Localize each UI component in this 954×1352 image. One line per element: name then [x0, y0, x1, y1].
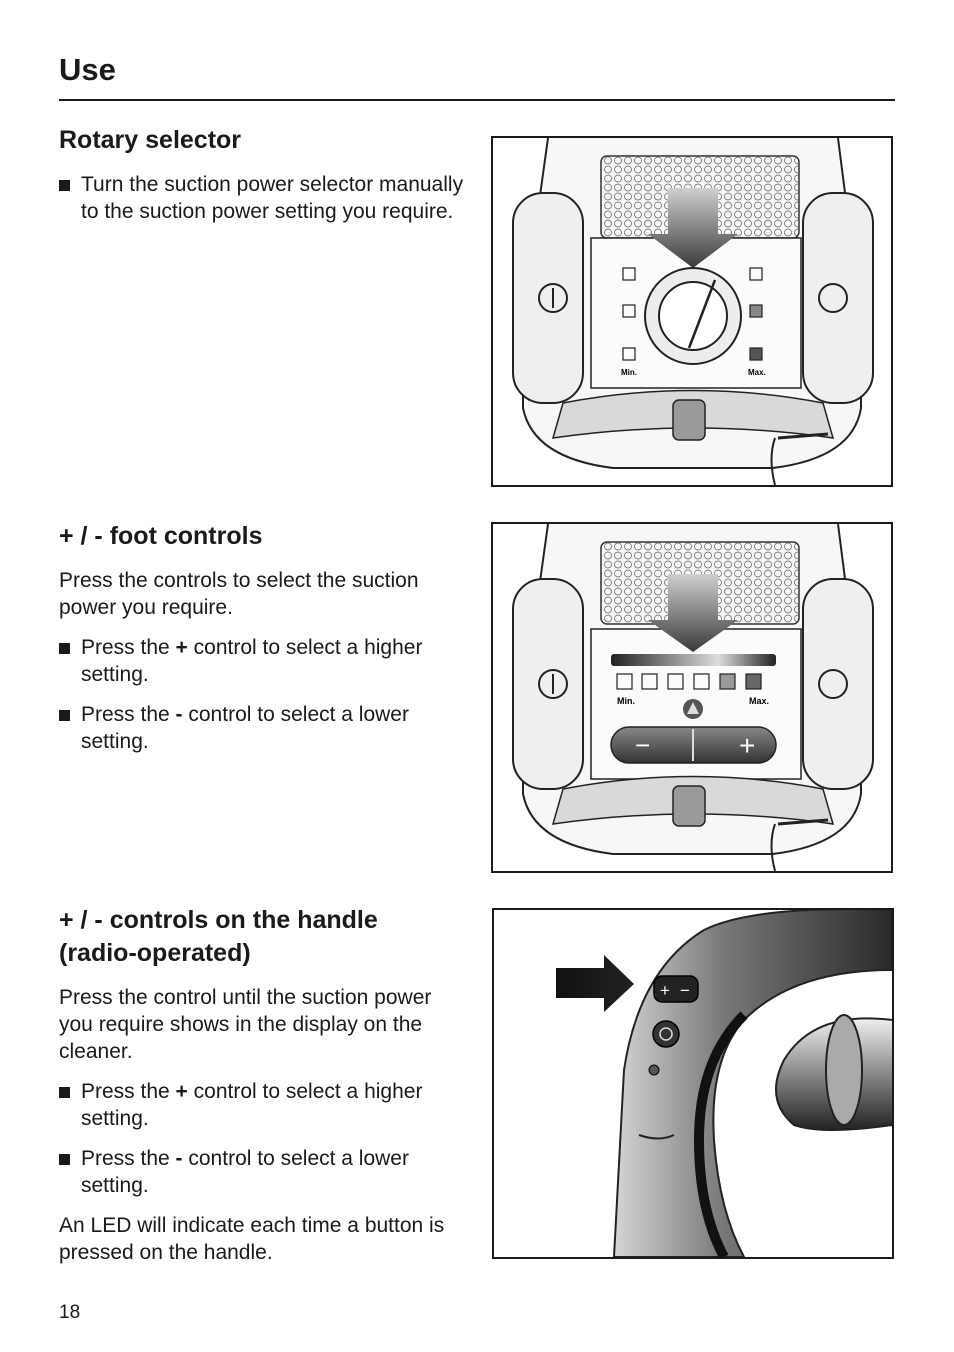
bullet-text-post: control to select a lower setting. — [81, 703, 409, 753]
max-label: Max. — [749, 696, 770, 706]
max-label: Max. — [748, 368, 766, 377]
bullet-text-post: control to select a higher setting. — [81, 636, 423, 686]
bullet-text-pre: Press the — [81, 703, 176, 726]
min-label: Min. — [621, 368, 637, 377]
vacuum-top-display-illustration — [493, 524, 891, 871]
handle-controls-figure — [492, 908, 894, 1259]
bullet-item — [59, 634, 469, 688]
bullet-item — [59, 1145, 469, 1199]
bullet-item — [59, 171, 469, 225]
bullet-square-icon — [59, 710, 70, 721]
section-foot-controls — [59, 520, 469, 768]
section-heading: + / - foot controls — [59, 522, 263, 550]
bullet-item — [59, 701, 469, 755]
handle-power-button-icon — [653, 1021, 679, 1047]
minus-button-label: − — [635, 730, 651, 760]
minus-symbol: - — [175, 703, 183, 726]
bullet-text-pre: Press the — [81, 636, 176, 659]
page-number: 18 — [59, 1302, 81, 1323]
bullet-item — [59, 1078, 469, 1132]
page-title: Use — [59, 52, 116, 87]
section-heading — [59, 904, 469, 970]
heading-line: + / - controls on the handle — [59, 906, 378, 934]
section-rotary-selector — [59, 124, 469, 238]
rotary-selector-figure — [491, 136, 893, 487]
section-handle-controls — [59, 904, 469, 1279]
bullet-text: Turn the suction power selector manually to the suction power setting you require. — [81, 173, 464, 223]
foot-controls-figure — [491, 522, 893, 873]
led-indicator-icon — [649, 1065, 659, 1075]
title-divider — [59, 99, 895, 101]
section-intro: Press the control until the suction power you require shows in the display on the cleaner. — [59, 986, 432, 1063]
plus-button-label: + — [739, 730, 756, 761]
suction-level-bar — [611, 654, 776, 666]
bullet-square-icon — [59, 180, 70, 191]
plus-symbol: + — [175, 1080, 188, 1103]
bullet-square-icon — [59, 1087, 70, 1098]
vacuum-top-illustration — [493, 138, 891, 485]
section-intro: Press the controls to select the suction power you require. — [59, 569, 419, 619]
handle-plus-label: + — [660, 981, 670, 1000]
bullet-square-icon — [59, 643, 70, 654]
bullet-text-pre: Press the — [81, 1147, 176, 1170]
section-outro: An LED will indicate each time a button is pressed on the handle. — [59, 1214, 445, 1264]
heading-line: (radio-operated) — [59, 939, 251, 967]
handle-illustration — [494, 910, 892, 1257]
bullet-text-post: control to select a higher setting. — [81, 1080, 423, 1130]
bullet-text-pre: Press the — [81, 1080, 176, 1103]
section-heading: Rotary selector — [59, 126, 242, 154]
plus-symbol: + — [175, 636, 188, 659]
min-label: Min. — [617, 696, 635, 706]
bullet-square-icon — [59, 1154, 70, 1165]
minus-symbol: - — [175, 1147, 183, 1170]
bullet-text-post: control to select a lower setting. — [81, 1147, 409, 1197]
handle-minus-label: − — [680, 981, 690, 1000]
right-arrow-icon — [556, 955, 634, 1012]
